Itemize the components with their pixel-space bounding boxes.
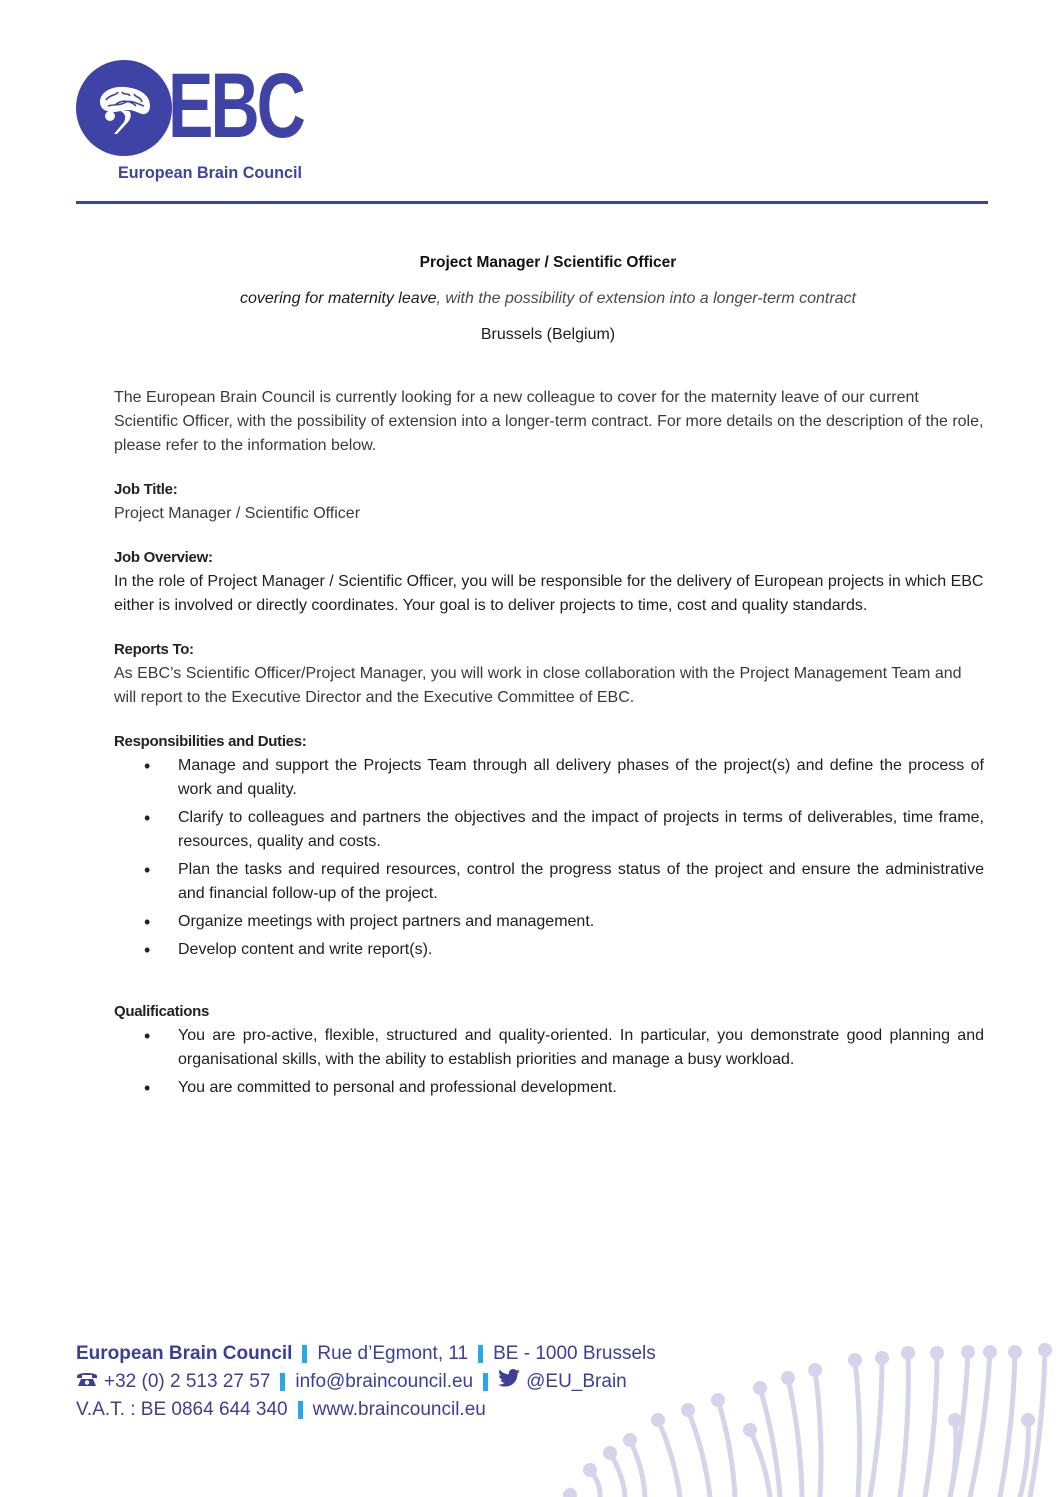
section-responsibilities [114,730,984,962]
section-heading: Qualifications [114,1003,209,1020]
footer-separator [478,1345,483,1363]
neuron-node [781,1371,795,1385]
document-body [114,386,984,1104]
neuron-node [848,1353,862,1367]
neuron-node [743,1423,757,1437]
footer-address: Rue d’Egmont, 11 [317,1343,469,1364]
footer-twitter[interactable]: @EU_Brain [526,1371,627,1392]
section-heading: Reports To: [114,641,194,658]
footer-vat: V.A.T. : BE 0864 644 340 [76,1399,288,1420]
neuron-strand [750,1430,770,1497]
page-subtitle [0,290,1058,314]
neuron-strand [1020,1420,1028,1497]
page-title: Project Manager / Scientific Officer [419,254,677,271]
logo-letters: EBC [168,55,303,157]
neuron-node [753,1381,767,1395]
list-item: • Develop content and write report(s). [114,938,984,962]
section-qualifications [114,1000,984,1100]
brain-icon [94,82,156,134]
list-item: • Plan the tasks and required resources, control the progress status of the project and ensure the administrative and financial follow-up of the project. [114,858,984,906]
neuron-node [623,1433,637,1447]
neuron-strand [788,1378,802,1497]
neuron-strand [718,1400,735,1497]
subtitle-lead: covering for maternity leave [240,290,437,307]
neuron-node [563,1488,577,1497]
neuron-node [583,1463,597,1477]
logo-circle [76,60,172,156]
neuron-strand [630,1440,645,1497]
neuron-strand [970,1352,990,1497]
neuron-strand [855,1360,860,1497]
footer-line-address [76,1340,656,1368]
neuron-strand [900,1353,908,1497]
neuron-node [1021,1413,1035,1427]
footer-email[interactable]: info@braincouncil.eu [295,1371,474,1392]
neuron-node [603,1446,617,1460]
neuron-node [901,1346,915,1360]
section-body: In the role of Project Manager / Scientific Officer, you will be responsible for the delivery of European projects in which EBC either is involved or directly coordinates. Your goal is to deliver projects to time, cost and quality standards. [114,573,984,614]
neuron-node [1038,1343,1052,1357]
section-job-title [114,478,984,526]
neuron-node [681,1403,695,1417]
ebc-logo [76,55,306,186]
list-item: • You are pro-active, flexible, structured and quality-oriented. In particular, you demonstrate good planning and organisational skills, with the ability to establish priorities and manage a busy workload. [114,1024,984,1072]
neuron-strand [658,1420,680,1497]
section-reports-to [114,638,984,710]
phone-icon [76,1368,98,1396]
footer-separator [302,1345,307,1363]
neuron-node [711,1393,725,1407]
footer-separator [483,1373,488,1391]
neuron-strand [870,1358,882,1497]
footer-city: BE - 1000 Brussels [493,1343,656,1364]
job-location: Brussels (Belgium) [480,326,616,343]
twitter-icon [498,1368,520,1396]
neuron-node [1008,1345,1022,1359]
section-heading: Job Overview: [114,549,213,566]
neuron-node [983,1345,997,1359]
footer-separator [298,1401,303,1419]
list-item: • Clarify to colleagues and partners the objectives and the impact of projects in terms of deliverables, time frame, resources, quality and costs. [114,806,984,854]
neuron-node [930,1346,944,1360]
neuron-strand [815,1370,821,1497]
qualifications-list [114,1024,984,1100]
footer [76,1340,656,1424]
footer-website[interactable]: www.braincouncil.eu [312,1399,486,1420]
section-body: Project Manager / Scientific Officer [114,505,361,522]
logo-tagline: European Brain Council [118,163,302,182]
spacer [114,966,984,1000]
footer-line-contact [76,1368,656,1396]
footer-line-vat [76,1396,656,1424]
neuron-strand [925,1353,937,1497]
header-divider [76,201,988,204]
list-item: • Organize meetings with project partners and management. [114,910,984,934]
intro-paragraph: The European Brain Council is currently looking for a new colleague to cover for the maternity leave of our current Scientific Officer, with the possibility of extension into a longer-term contract. For more details on the description of the role, please refer to the information below. [114,389,984,454]
neuron-node [808,1363,822,1377]
neuron-strand [760,1388,780,1497]
list-item: • Manage and support the Projects Team through all delivery phases of the project(s) and define the process of work and quality. [114,754,984,802]
neuron-strand [1000,1352,1015,1497]
footer-phone[interactable]: +32 (0) 2 513 27 57 [104,1371,271,1392]
section-heading: Job Title: [114,481,178,498]
section-heading: Responsibilities and Duties: [114,733,307,750]
neuron-strand [688,1410,710,1497]
neuron-node [961,1345,975,1359]
footer-org: European Brain Council [76,1343,293,1364]
neuron-node [875,1351,889,1365]
responsibilities-list [114,754,984,962]
section-body: As EBC’s Scientific Officer/Project Manager, you will work in close collaboration with the Project Management Team and will report to the Executive Director and the Executive Committee of EBC. [114,665,962,706]
list-item: • You are committed to personal and professional development. [114,1076,984,1100]
section-job-overview [114,546,984,618]
title-block [0,254,1058,344]
subtitle-rest: , with the possibility of extension into a longer-term contract [436,290,856,307]
footer-separator [280,1373,285,1391]
